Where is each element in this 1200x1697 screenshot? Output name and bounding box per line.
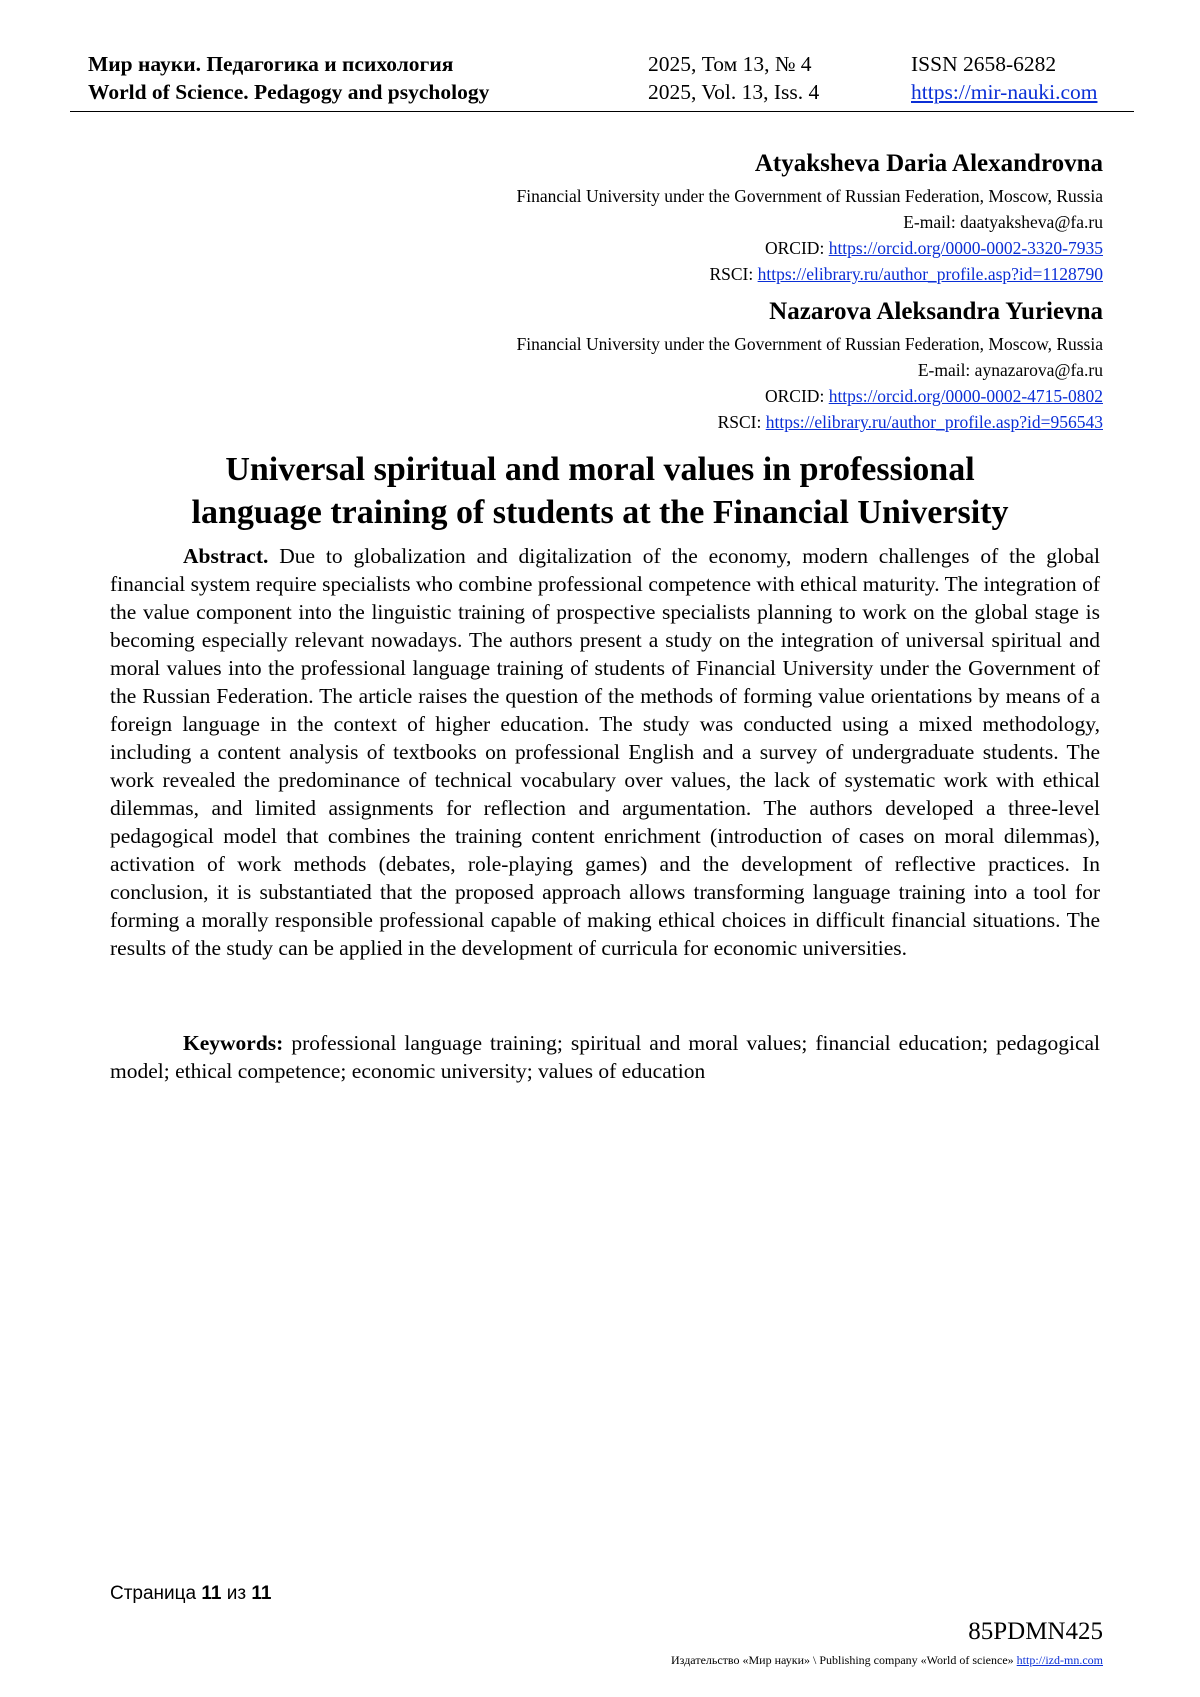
journal-site-link[interactable]: https://mir-nauki.com bbox=[911, 80, 1098, 104]
article-code: 85PDMN425 bbox=[968, 1618, 1103, 1645]
author-email bbox=[203, 209, 1103, 235]
page-number bbox=[110, 1582, 271, 1606]
author-affiliation: Financial University under the Government of Russian Federation, Moscow, Russia bbox=[516, 186, 1103, 206]
abstract bbox=[110, 542, 1100, 962]
author-rsci bbox=[203, 409, 1103, 435]
rsci-label: RSCI: bbox=[717, 412, 762, 432]
issue-block bbox=[648, 50, 819, 106]
author-name: Atyaksheva Daria Alexandrovna bbox=[754, 150, 1103, 177]
abstract-label: Abstract. bbox=[183, 544, 269, 568]
email-value: daatyaksheva@fa.ru bbox=[960, 212, 1103, 232]
author-orcid bbox=[203, 235, 1103, 261]
issn-block bbox=[911, 50, 1097, 106]
header-divider bbox=[70, 111, 1134, 112]
issn: ISSN 2658-6282 bbox=[911, 52, 1057, 76]
author-orcid bbox=[203, 383, 1103, 409]
issue-ru: 2025, Том 13, № 4 bbox=[648, 52, 812, 76]
orcid-label: ORCID: bbox=[765, 386, 825, 406]
email-value: aynazarova@fa.ru bbox=[974, 360, 1103, 380]
keywords-label: Keywords: bbox=[183, 1031, 284, 1055]
author-name: Nazarova Aleksandra Yurievna bbox=[769, 298, 1103, 325]
journal-title-ru: Мир науки. Педагогика и психология bbox=[88, 52, 454, 76]
abstract-text: Due to globalization and digitalization of the economy, modern challenges of the global financial system require specialists who combine professional competence with ethical maturity. The integration of the value component into the linguistic training of prospective specialists planning to work on the global stage is becoming especially relevant nowadays. The authors present a study on the integration of universal spiritual and moral values into the professional language training of students of Financial University under the Government of the Russian Federation. The article raises the question of the methods of forming value orientations by means of a foreign language in the context of higher education. The study was conducted using a mixed methodology, including a content analysis of textbooks on professional English and a survey of undergraduate students. The work revealed the predominance of technical vocabulary over values, the lack of systematic work with ethical dilemmas, and limited assignments for reflection and argumentation. The authors developed a three-level pedagogical model that combines the training content enrichment (introduction of cases on moral dilemmas), activation of work methods (debates, role-playing games) and the development of reflective practices. In conclusion, it is substantiated that the proposed approach allows transforming language training into a tool for forming a morally responsible professional capable of making ethical choices in difficult financial situations. The results of the study can be applied in the development of curricula for economic universities. bbox=[110, 544, 1101, 960]
publisher-line bbox=[671, 1652, 1103, 1668]
issue-en: 2025, Vol. 13, Iss. 4 bbox=[648, 80, 820, 104]
orcid-label: ORCID: bbox=[765, 238, 825, 258]
email-label: E-mail: bbox=[903, 212, 956, 232]
journal-title-en: World of Science. Pedagogy and psychology bbox=[88, 80, 490, 104]
rsci-label: RSCI: bbox=[709, 264, 754, 284]
journal-title-block bbox=[88, 50, 489, 106]
article-title bbox=[100, 448, 1100, 534]
page-current: 11 bbox=[201, 1583, 222, 1604]
publisher-text: Издательство «Мир науки» \ Publishing company «World of science» bbox=[671, 1653, 1014, 1667]
article-title-line-2: language training of students at the Financial University bbox=[191, 494, 1009, 531]
article-title-line-1: Universal spiritual and moral values in professional bbox=[225, 451, 975, 488]
rsci-link[interactable]: https://elibrary.ru/author_profile.asp?id=1128790 bbox=[757, 264, 1103, 284]
author-rsci bbox=[203, 261, 1103, 287]
keywords bbox=[110, 1029, 1100, 1085]
page-total: 11 bbox=[251, 1583, 272, 1604]
author-email bbox=[203, 357, 1103, 383]
rsci-link[interactable]: https://elibrary.ru/author_profile.asp?id=956543 bbox=[765, 412, 1103, 432]
publisher-link[interactable]: http://izd-mn.com bbox=[1016, 1653, 1103, 1667]
orcid-link[interactable]: https://orcid.org/0000-0002-4715-0802 bbox=[828, 386, 1103, 406]
page-prefix: Страница bbox=[110, 1583, 197, 1604]
keywords-text: professional language training; spiritual and moral values; financial education; pedagogical model; ethical competence; economic university; values of education bbox=[110, 1031, 1100, 1083]
author-block bbox=[203, 148, 1103, 287]
page-of: из bbox=[226, 1583, 247, 1604]
orcid-link[interactable]: https://orcid.org/0000-0002-3320-7935 bbox=[828, 238, 1103, 258]
email-label: E-mail: bbox=[917, 360, 971, 380]
author-affiliation: Financial University under the Government of Russian Federation, Moscow, Russia bbox=[516, 334, 1103, 354]
author-block bbox=[203, 296, 1103, 435]
